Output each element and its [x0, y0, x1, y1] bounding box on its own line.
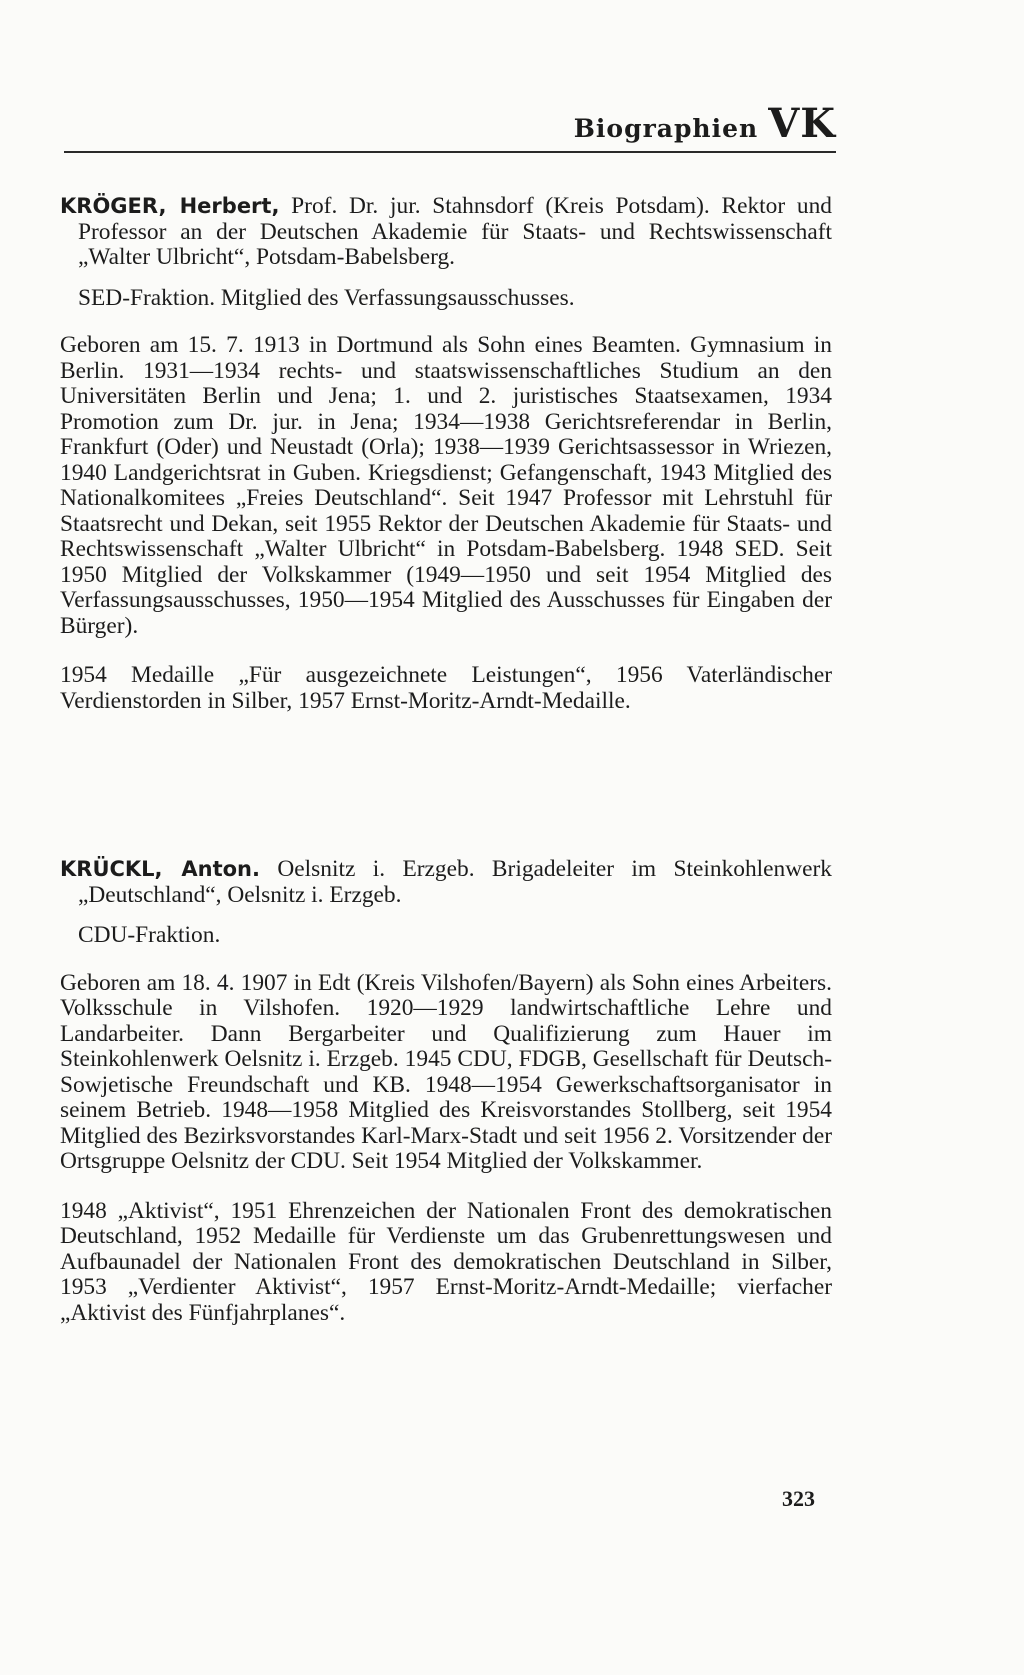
- entry-fraction: SED-Fraktion. Mitglied des Verfassungsausschusses.: [78, 284, 575, 311]
- running-header: [64, 100, 836, 153]
- entry-biography: Geboren am 15. 7. 1913 in Dortmund als Sohn eines Beamten. Gymnasium in Berlin. 1931—1934 rechts- und staatswissenschaftliches Studium an den Universitäten Berlin und Jena; 1. und 2. juristisches Staatsexamen, 1934 Promotion zum Dr. jur. in Jena; 1934—1938 Gerichtsreferendar in Berlin, Frankfurt (Oder) und Neustadt (Orla); 1938—1939 Gerichtsassessor in Wriezen, 1940 Landgerichtsrat in Guben. Kriegsdienst; Gefangenschaft, 1943 Mitglied des Nationalkomitees „Freies Deutschland“. Seit 1947 Professor mit Lehrstuhl für Staatsrecht und Dekan, seit 1955 Rektor der Deutschen Akademie für Staats- und Rechtswissenschaft „Walter Ulbricht“ in Potsdam-Babelsberg. 1948 SED. Seit 1950 Mitglied der Volkskammer (1949—1950 und seit 1954 Mitglied des Verfassungsausschusses, 1950—1954 Mitglied des Ausschusses für Eingaben der Bürger).: [60, 332, 832, 639]
- entry-biography: Geboren am 18. 4. 1907 in Edt (Kreis Vilshofen/Bayern) als Sohn eines Arbeiters. Volksschule in Vilshofen. 1920—1929 landwirtschaftliche Lehre und Landarbeiter. Dann Bergarbeiter und Qualifizierung zum Hauer im Steinkohlenwerk Oelsnitz i. Erzgeb. 1945 CDU, FDGB, Gesellschaft für Deutsch-Sowjetische Freundschaft und KB. 1948—1954 Gewerkschaftsorganisator in seinem Betrieb. 1948—1958 Mitglied des Kreisvorstandes Stollberg, seit 1954 Mitglied des Bezirksvorstandes Karl-Marx-Stadt und seit 1956 2. Vorsitzender der Ortsgruppe Oelsnitz der CDU. Seit 1954 Mitglied der Volkskammer.: [60, 969, 832, 1174]
- header-title: [574, 100, 836, 147]
- entry-honors: 1954 Medaille „Für ausgezeichnete Leistungen“, 1956 Vaterländischer Verdienstorden in Silber, 1957 Ernst-Moritz-Arndt-Medaille.: [60, 662, 832, 714]
- header-section: Biographien: [573, 114, 759, 143]
- page-number: 323: [782, 1486, 815, 1511]
- entry-heading: [60, 857, 832, 908]
- entry-fraction: CDU-Fraktion.: [78, 922, 221, 948]
- entry-name: KRÜCKL, Anton.: [60, 857, 260, 881]
- entry-heading-text: Prof. Dr. jur. Stahnsdorf (Kreis Potsdam). Rektor und Professor an der Deutschen Akademie für Staats- und Rechtswissenschaft „Walter Ulbricht“, Potsdam-Babelsberg.: [78, 193, 832, 270]
- header-letters: VK: [768, 100, 836, 147]
- entry-honors: 1948 „Aktivist“, 1951 Ehrenzeichen der Nationalen Front des demokratischen Deutschland, 1952 Medaille für Verdienste um das Grubenrettungswesen und Aufbaunadel der Nationalen Front des demokratischen Deutschland in Silber, 1953 „Verdienter Aktivist“, 1957 Ernst-Moritz-Arndt-Medaille; vierfacher „Aktivist des Fünfjahrplanes“.: [60, 1197, 832, 1326]
- entry-name: KRÖGER, Herbert,: [60, 194, 280, 218]
- biography-entry-krueckl: [60, 857, 832, 1326]
- biography-entry-kroeger: [60, 194, 832, 714]
- entry-heading: [60, 194, 832, 271]
- entry-heading-text: Oelsnitz i. Erzgeb. Brigadeleiter im Steinkohlenwerk „Deutschland“, Oelsnitz i. Erzgeb.: [78, 856, 832, 908]
